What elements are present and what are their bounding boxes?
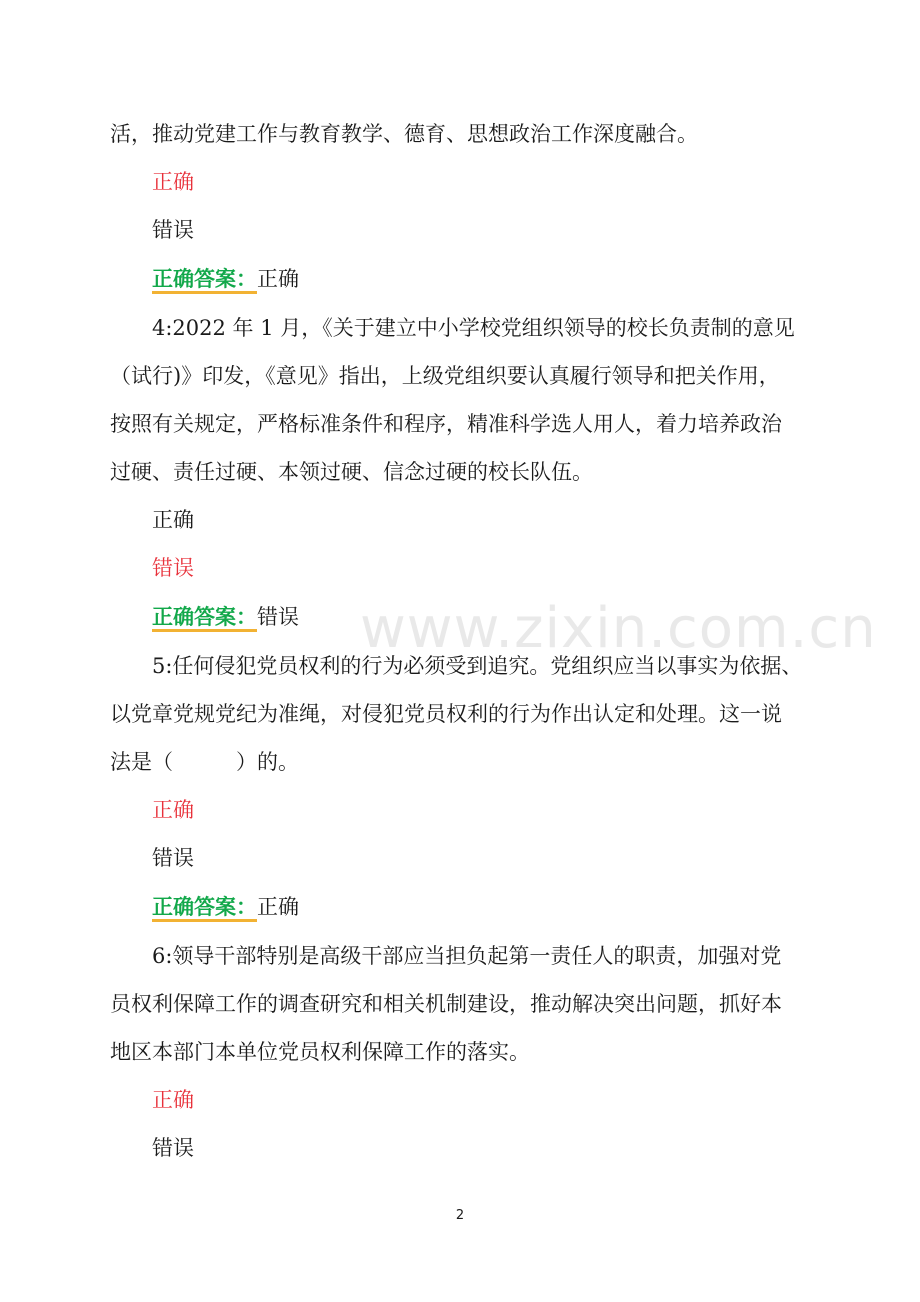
question-4-line-4: 过硬、责任过硬、本领过硬、信念过硬的校长队伍。 xyxy=(110,460,593,484)
question-6-option-wrong: 错误 xyxy=(152,1136,194,1160)
question-3-text: 活，推动党建工作与教育教学、德育、思想政治工作深度融合。 xyxy=(110,122,698,146)
question-3-option-correct: 正确 xyxy=(152,170,194,194)
question-4-option-wrong: 错误 xyxy=(152,556,194,580)
question-6-line-3: 地区本部门本单位党员权利保障工作的落实。 xyxy=(110,1040,530,1064)
watermark: www.zixin.com.cn xyxy=(360,596,877,661)
answer-value: 错误 xyxy=(257,605,299,629)
question-6-line-2: 员权利保障工作的调查研究和相关机制建设，推动解决突出问题，抓好本 xyxy=(110,992,782,1016)
question-4-line-1: 4:2022 年 1 月，《关于建立中小学校党组织领导的校长负责制的意见 xyxy=(152,316,795,340)
answer-label: 正确答案： xyxy=(152,267,257,294)
page-number: 2 xyxy=(455,1208,465,1223)
question-5-line-3: 法是（ ）的。 xyxy=(110,750,299,774)
question-4-line-2: （试行)》印发，《意见》指出，上级党组织要认真履行领导和把关作用， xyxy=(110,364,780,388)
question-5-answer xyxy=(152,892,872,922)
question-4-line-3: 按照有关规定，严格标准条件和程序，精准科学选人用人，着力培养政治 xyxy=(110,412,782,436)
answer-label: 正确答案： xyxy=(152,895,257,922)
question-4-option-correct: 正确 xyxy=(152,508,194,532)
question-5-line-1: 5:任何侵犯党员权利的行为必须受到追究。党组织应当以事实为依据、 xyxy=(152,654,803,678)
question-6-option-correct: 正确 xyxy=(152,1088,194,1112)
question-6-line-1: 6:领导干部特别是高级干部应当担负起第一责任人的职责，加强对党 xyxy=(152,944,782,968)
question-3-option-wrong: 错误 xyxy=(152,218,194,242)
answer-label: 正确答案： xyxy=(152,605,257,632)
question-5-option-wrong: 错误 xyxy=(152,846,194,870)
answer-value: 正确 xyxy=(257,267,299,291)
question-3-answer xyxy=(152,264,872,294)
answer-value: 正确 xyxy=(257,895,299,919)
question-5-line-2: 以党章党规党纪为准绳，对侵犯党员权利的行为作出认定和处理。这一说 xyxy=(110,702,782,726)
question-5-option-correct: 正确 xyxy=(152,798,194,822)
question-4-answer xyxy=(152,602,872,632)
